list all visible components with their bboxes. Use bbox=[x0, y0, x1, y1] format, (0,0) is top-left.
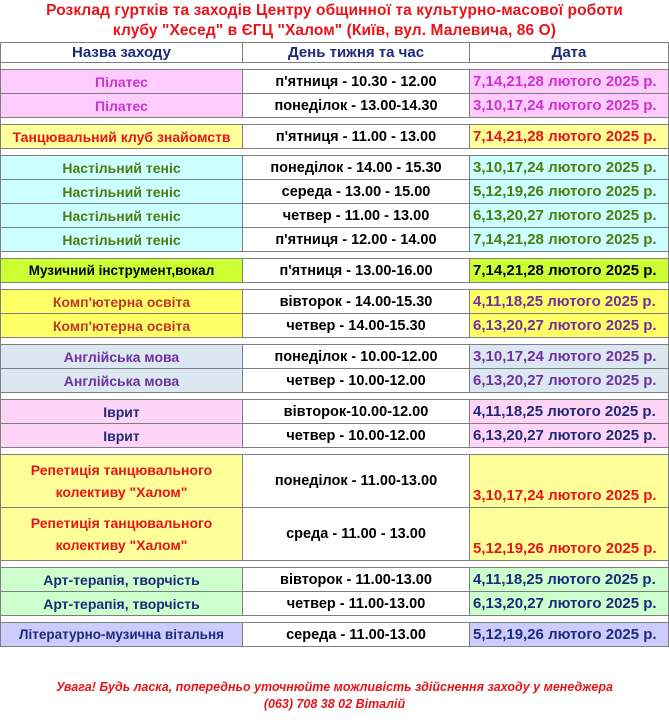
table-row bbox=[1, 290, 669, 314]
event-time: п'ятниця - 10.30 - 12.00 bbox=[243, 70, 470, 94]
spacer-row bbox=[1, 283, 669, 290]
event-date: 3,10,17,24 лютого 2025 р. bbox=[470, 156, 669, 180]
event-name: Музичний інструмент,вокал bbox=[1, 259, 243, 283]
spacer-row bbox=[1, 63, 669, 70]
spacer-row bbox=[1, 252, 669, 259]
event-name: Пілатес bbox=[1, 70, 243, 94]
header-name: Назва заходу bbox=[1, 43, 243, 63]
table-row bbox=[1, 94, 669, 118]
table-row bbox=[1, 623, 669, 647]
footer-notice: Увага! Будь ласка, попередньо уточнюйте можливість здійснення заходу у менеджера bbox=[56, 680, 613, 694]
event-time: четвер - 11.00-13.00 bbox=[243, 592, 470, 616]
event-name: Комп'ютерна освіта bbox=[1, 314, 243, 338]
event-time: вівторок - 11.00-13.00 bbox=[243, 568, 470, 592]
event-name: Настільний теніс bbox=[1, 228, 243, 252]
event-date: 6,13,20,27 лютого 2025 р. bbox=[470, 204, 669, 228]
schedule-title-line1: Розклад гуртків та заходів Центру общинної та культурно-масової роботи bbox=[46, 2, 623, 19]
table-row bbox=[1, 228, 669, 252]
spacer-row bbox=[1, 616, 669, 623]
event-date: 4,11,18,25 лютого 2025 р. bbox=[470, 400, 669, 424]
table-row bbox=[1, 568, 669, 592]
event-name: Настільний теніс bbox=[1, 204, 243, 228]
table-row bbox=[1, 70, 669, 94]
table-row bbox=[1, 314, 669, 338]
table-row bbox=[1, 180, 669, 204]
event-date: 4,11,18,25 лютого 2025 р. bbox=[470, 290, 669, 314]
event-name: Танцювальний клуб знайомств bbox=[1, 125, 243, 149]
event-name: Репетиція танцювального колективу "Халом" bbox=[1, 508, 243, 561]
event-time: четвер - 11.00 - 13.00 bbox=[243, 204, 470, 228]
event-name: Арт-терапія, творчість bbox=[1, 568, 243, 592]
event-time: понеділок - 10.00-12.00 bbox=[243, 345, 470, 369]
table-header-row bbox=[1, 43, 669, 63]
event-name: Арт-терапія, творчість bbox=[1, 592, 243, 616]
header-time: День тижня та час bbox=[243, 43, 470, 63]
event-date: 6,13,20,27 лютого 2025 р. bbox=[470, 592, 669, 616]
table-row bbox=[1, 259, 669, 283]
table-row bbox=[1, 455, 669, 508]
event-date: 3,10,17,24 лютого 2025 р. bbox=[470, 455, 669, 508]
event-name: Комп'ютерна освіта bbox=[1, 290, 243, 314]
spacer-row bbox=[1, 149, 669, 156]
event-name: Літературно-музична вітальня bbox=[1, 623, 243, 647]
table-row bbox=[1, 125, 669, 149]
event-name: Англійська мова bbox=[1, 369, 243, 393]
event-name: Репетиція танцювального колективу "Халом" bbox=[1, 455, 243, 508]
event-name: Пілатес bbox=[1, 94, 243, 118]
table-row bbox=[1, 204, 669, 228]
event-date: 5,12,19,26 лютого 2025 р. bbox=[470, 623, 669, 647]
event-time: понеділок - 14.00 - 15.30 bbox=[243, 156, 470, 180]
event-time: п'ятниця - 13.00-16.00 bbox=[243, 259, 470, 283]
event-date: 3,10,17,24 лютого 2025 р. bbox=[470, 94, 669, 118]
event-time: вівторок - 14.00-15.30 bbox=[243, 290, 470, 314]
event-date: 6,13,20,27 лютого 2025 р. bbox=[470, 314, 669, 338]
spacer-row bbox=[1, 118, 669, 125]
event-name: Англійська мова bbox=[1, 345, 243, 369]
event-date: 6,13,20,27 лютого 2025 р. bbox=[470, 369, 669, 393]
event-date: 4,11,18,25 лютого 2025 р. bbox=[470, 568, 669, 592]
footer-contact: (063) 708 38 02 Віталій bbox=[263, 697, 406, 711]
event-name: Настільний теніс bbox=[1, 180, 243, 204]
event-date: 7,14,21,28 лютого 2025 р. bbox=[470, 70, 669, 94]
table-row bbox=[1, 369, 669, 393]
event-date: 7,14,21,28 лютого 2025 р. bbox=[470, 259, 669, 283]
event-name: Іврит bbox=[1, 424, 243, 448]
spacer-row bbox=[1, 448, 669, 455]
event-time: вівторок-10.00-12.00 bbox=[243, 400, 470, 424]
event-time: п'ятниця - 12.00 - 14.00 bbox=[243, 228, 470, 252]
table-row bbox=[1, 400, 669, 424]
spacer-row bbox=[1, 393, 669, 400]
table-row bbox=[1, 156, 669, 180]
schedule-title-line2: клубу "Хесед" в ЄГЦ "Халом" (Київ, вул. Малевича, 86 О) bbox=[112, 22, 557, 39]
spacer-row bbox=[1, 338, 669, 345]
event-date: 3,10,17,24 лютого 2025 р. bbox=[470, 345, 669, 369]
schedule-table bbox=[0, 42, 669, 647]
event-date: 7,14,21,28 лютого 2025 р. bbox=[470, 228, 669, 252]
event-date: 6,13,20,27 лютого 2025 р. bbox=[470, 424, 669, 448]
event-date: 5,12,19,26 лютого 2025 р. bbox=[470, 508, 669, 561]
spacer-row bbox=[1, 561, 669, 568]
header-date: Дата bbox=[470, 43, 669, 63]
table-row bbox=[1, 424, 669, 448]
event-name: Іврит bbox=[1, 400, 243, 424]
event-time: четвер - 10.00-12.00 bbox=[243, 424, 470, 448]
event-time: п'ятниця - 11.00 - 13.00 bbox=[243, 125, 470, 149]
table-row bbox=[1, 592, 669, 616]
event-time: среда - 11.00 - 13.00 bbox=[243, 508, 470, 561]
event-time: четвер - 10.00-12.00 bbox=[243, 369, 470, 393]
event-date: 5,12,19,26 лютого 2025 р. bbox=[470, 180, 669, 204]
table-row bbox=[1, 345, 669, 369]
event-time: понеділок - 11.00-13.00 bbox=[243, 455, 470, 508]
event-time: четвер - 14.00-15.30 bbox=[243, 314, 470, 338]
event-time: середа - 13.00 - 15.00 bbox=[243, 180, 470, 204]
event-date: 7,14,21,28 лютого 2025 р. bbox=[470, 125, 669, 149]
table-row bbox=[1, 508, 669, 561]
event-time: понеділок - 13.00-14.30 bbox=[243, 94, 470, 118]
event-name: Настільний теніс bbox=[1, 156, 243, 180]
event-time: середа - 11.00-13.00 bbox=[243, 623, 470, 647]
